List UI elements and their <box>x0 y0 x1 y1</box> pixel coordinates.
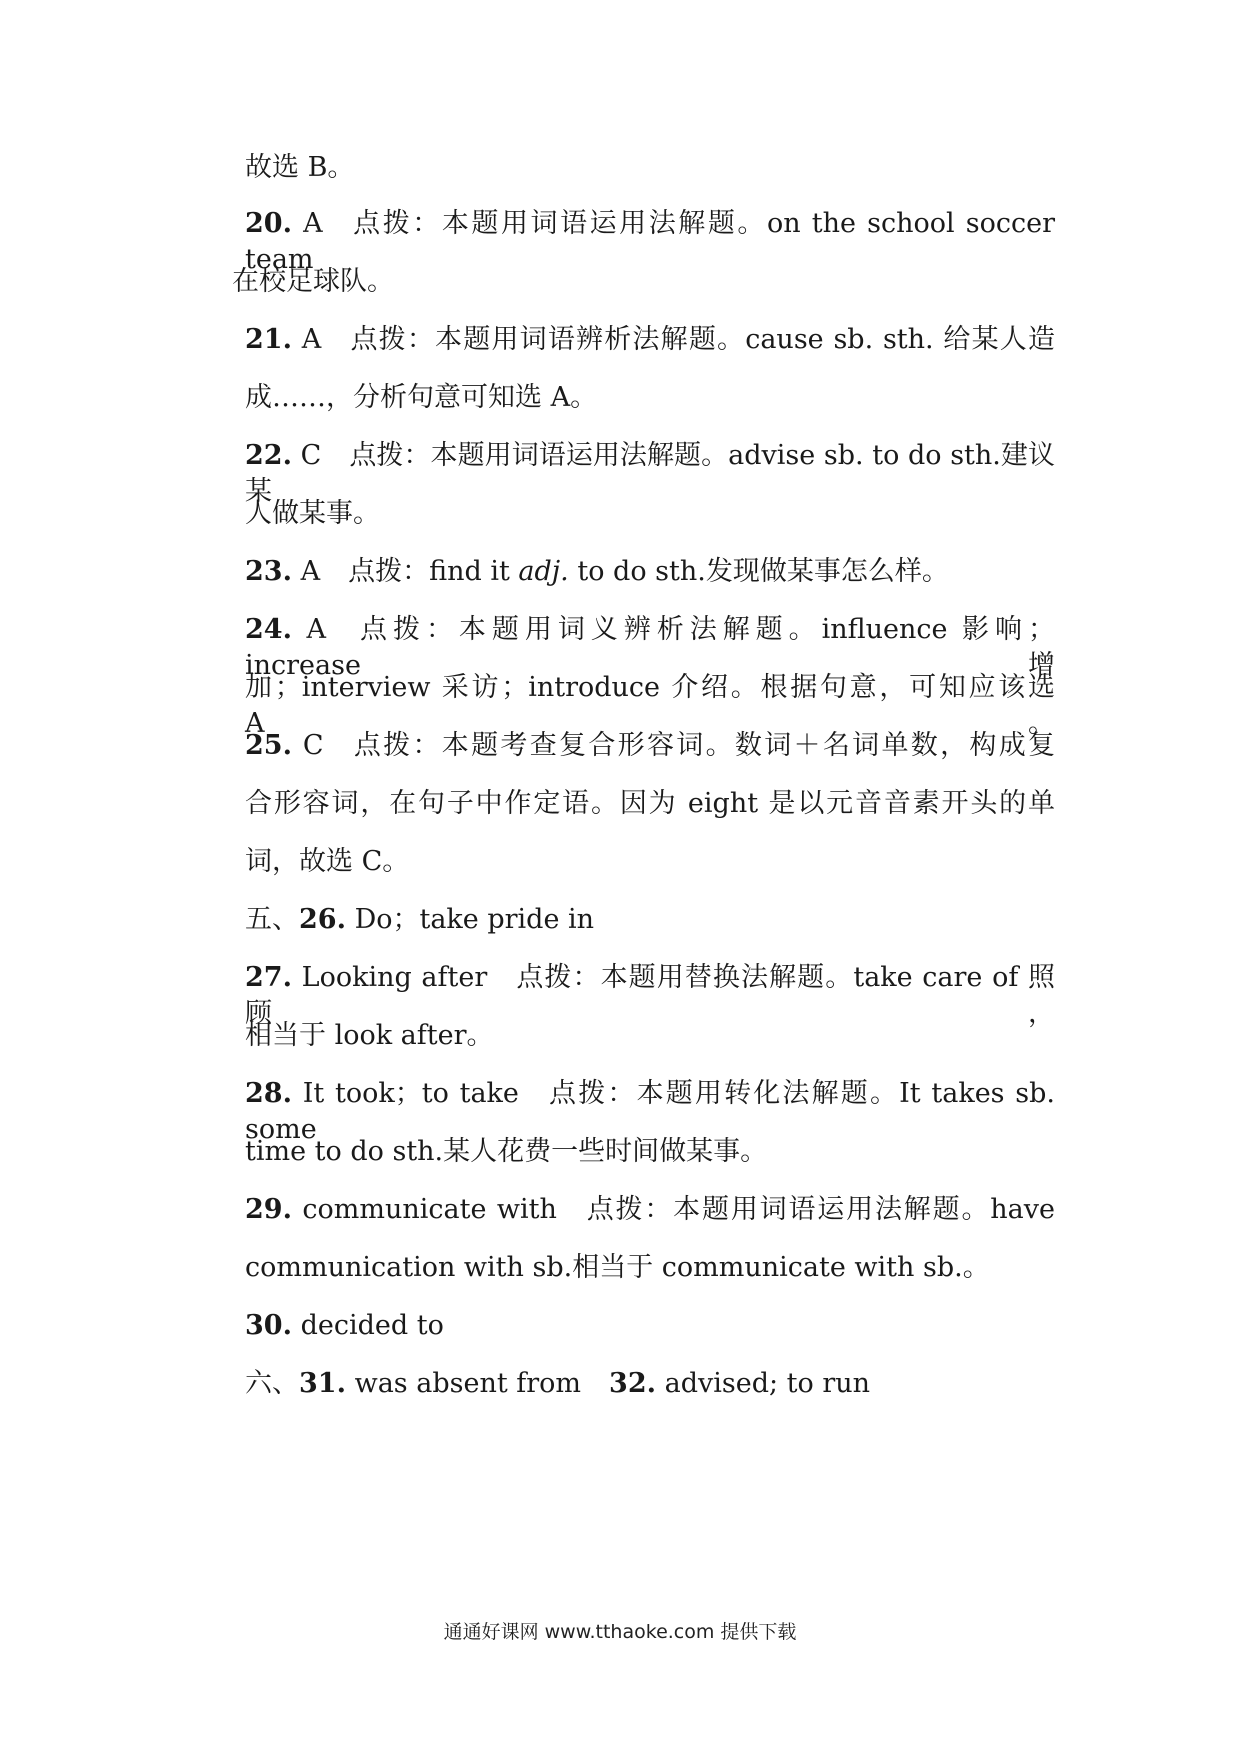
answer-line-29: 29. communicate with 点拨：本题用词语运用法解题。have <box>245 1194 1055 1225</box>
answer-line-21: 21. A 点拨：本题用词语辨析法解题。cause sb. sth. 给某人造 <box>245 324 1055 355</box>
answer-line-28: 28. It took；to take 点拨：本题用转化法解题。It takes sb. some <box>245 1078 1056 1145</box>
page-footer: 通通好课网 www.tthaoke.com 提供下载 <box>443 1621 797 1643</box>
answer-line-25: 25. C 点拨：本题考查复合形容词。数词＋名词单数，构成复 <box>245 730 1056 761</box>
answer-line-25-cont: 合形容词，在句子中作定语。因为 eight 是以元音音素开头的单 <box>245 788 1055 819</box>
answer-line-19-cont: 故选 B。 <box>245 152 355 183</box>
answer-line-20-cont: 在校足球队。 <box>232 266 394 297</box>
answer-line-27-cont: 相当于 look after。 <box>245 1020 494 1051</box>
answer-line-26: 五、26. Do；take pride in <box>245 904 595 935</box>
answer-line-21-cont: 成……，分析句意可知选 A。 <box>245 382 598 413</box>
answer-line-23: 23. A 点拨：find it adj. to do sth.发现做某事怎么样。 <box>245 556 949 587</box>
answer-line-24-cont: 加；interview 采访；introduce 介绍。根据句意，可知应该选 A。 <box>245 672 1055 739</box>
answer-line-22-cont: 人做某事。 <box>245 498 380 529</box>
answer-line-27: 27. Looking after 点拨：本题用替换法解题。take care of 照顾， <box>245 962 1055 1029</box>
answer-line-29-cont: communication with sb.相当于 communicate with sb.。 <box>245 1252 990 1283</box>
answer-line-22: 22. C 点拨：本题用词语运用法解题。advise sb. to do sth.建议某 <box>245 440 1055 507</box>
answer-line-20: 20. A 点拨：本题用词语运用法解题。on the school soccer team <box>245 208 1055 275</box>
answer-line-28-cont: time to do sth.某人花费一些时间做某事。 <box>245 1136 768 1167</box>
answer-line-25-end: 词，故选 C。 <box>245 846 410 877</box>
answer-line-30: 30. decided to <box>245 1310 444 1341</box>
answer-line-24: 24. A 点拨：本题用词义辨析法解题。influence 影响；increase 增 <box>245 614 1055 681</box>
answer-line-31-32: 六、31. was absent from 32. advised; to run <box>245 1368 871 1399</box>
